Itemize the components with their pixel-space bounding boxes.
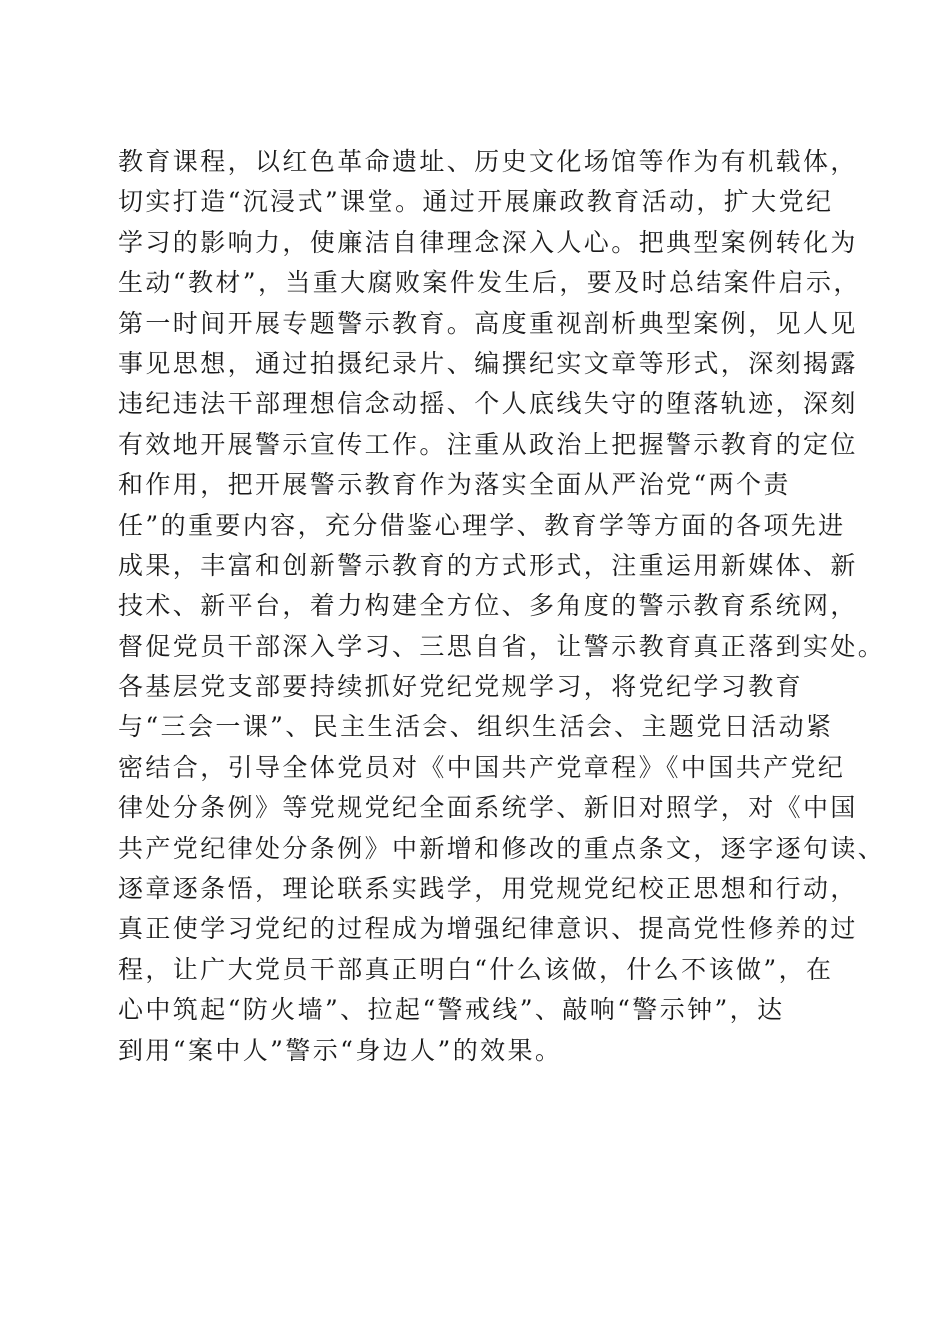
text-line: 技术、新平台，着力构建全方位、多角度的警示教育系统网， [118,591,858,621]
body-paragraph [118,142,886,1071]
text-line: 事见思想，通过拍摄纪录片、编撰纪实文章等形式，深刻揭露 [118,348,858,378]
text-line: 教育课程，以红色革命遗址、历史文化场馆等作为有机载体， [118,147,858,176]
text-line: 学习的影响力，使廉洁自律理念深入人心。把典型案例转化为 [118,227,858,257]
text-line: 真正使学习党纪的过程成为增强纪律意识、提高党性修养的过 [118,914,858,944]
text-line: 违纪违法干部理想信念动摇、个人底线失守的堕落轨迹，深刻 [118,389,858,419]
text-line: 心中筑起“防火墙”、拉起“警戒线”、敲响“警示钟”，达 [118,995,785,1025]
text-line: 律处分条例》等党规党纪全面系统学、新旧对照学，对《中国 [118,793,858,823]
text-line: 督促党员干部深入学习、三思自省，让警示教育真正落到实处。 [118,631,886,661]
text-line: 到用“案中人”警示“身边人”的效果。 [118,1035,563,1065]
text-line: 任”的重要内容，充分借鉴心理学、教育学等方面的各项先进 [118,510,846,540]
text-line: 程，让广大党员干部真正明白“什么该做，什么不该做”，在 [118,954,834,984]
text-line: 切实打造“沉浸式”课堂。通过开展廉政教育活动，扩大党纪 [118,187,834,217]
text-line: 与“三会一课”、民主生活会、组织生活会、主题党日活动紧 [118,712,834,742]
text-line: 和作用，把开展警示教育作为落实全面从严治党“两个责 [118,470,791,500]
text-line: 第一时间开展专题警示教育。高度重视剖析典型案例，见人见 [118,308,858,338]
text-line: 各基层党支部要持续抓好党纪党规学习，将党纪学习教育 [118,672,804,702]
text-line: 生动“教材”，当重大腐败案件发生后，要及时总结案件启示， [118,268,861,298]
text-line: 有效地开展警示宣传工作。注重从政治上把握警示教育的定位 [118,429,858,459]
text-line: 密结合，引导全体党员对《中国共产党章程》《中国共产党纪 [118,752,846,782]
text-line: 共产党纪律处分条例》中新增和修改的重点条文，逐字逐句读、 [118,833,886,863]
text-line: 成果，丰富和创新警示教育的方式形式，注重运用新媒体、新 [118,550,858,580]
text-line: 逐章逐条悟，理论联系实践学，用党规党纪校正思想和行动， [118,874,858,904]
